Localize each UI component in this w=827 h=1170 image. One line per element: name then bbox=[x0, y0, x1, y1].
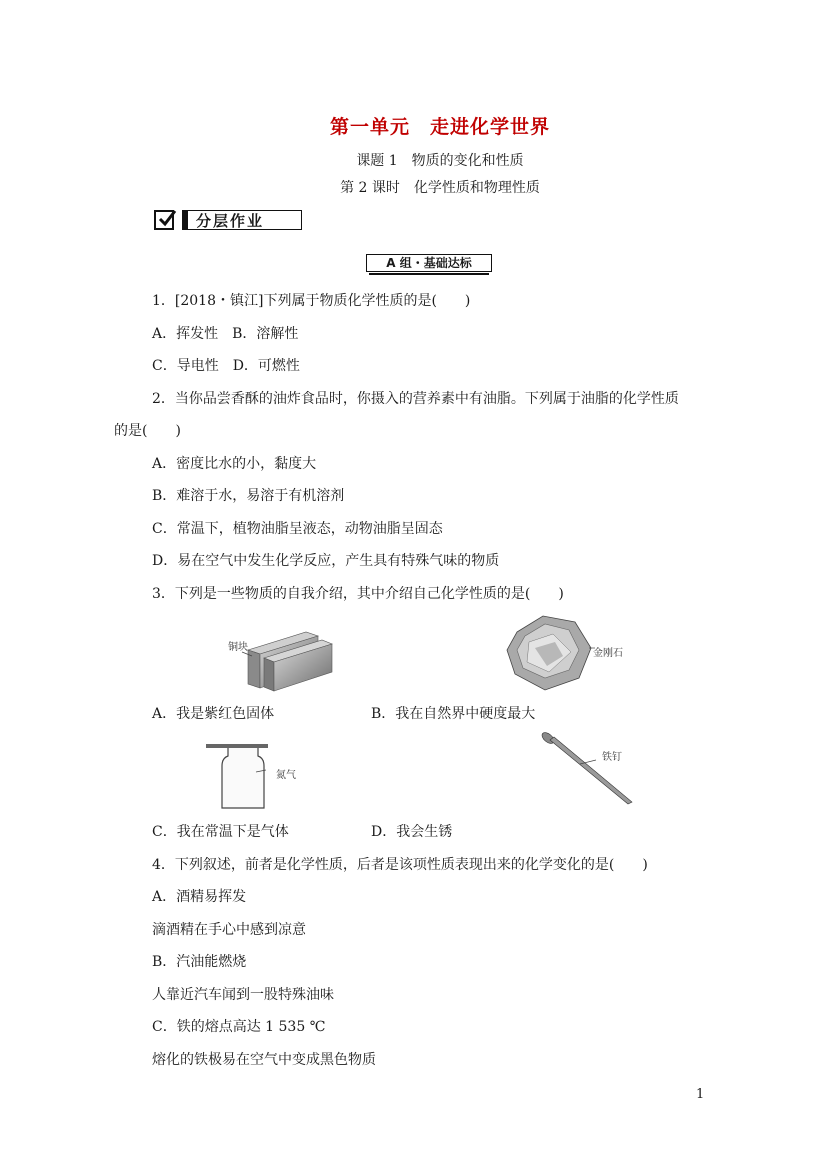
diamond-figure bbox=[505, 612, 635, 692]
q1-stem: 1．[2018・镇江]下列属于物质化学性质的是( ) bbox=[152, 293, 471, 309]
gas-jar-figure bbox=[206, 742, 306, 812]
q3-option-b: B．我在自然界中硬度最大 bbox=[371, 706, 536, 722]
banner-text: 分层作业 bbox=[196, 211, 265, 230]
q4-option-b: B．汽油能燃烧 bbox=[152, 954, 247, 970]
group-label: A 组・基础达标 bbox=[366, 254, 492, 272]
fig-c-caption: 氮气 bbox=[276, 770, 296, 781]
fig-d-caption: 铁钉 bbox=[602, 752, 622, 763]
period-title: 第 2 课时 化学性质和物理性质 bbox=[340, 180, 540, 196]
q3-option-d: D．我会生锈 bbox=[371, 824, 453, 840]
fig-b-caption: 金刚石 bbox=[593, 648, 623, 659]
q1-options-cd: C．导电性 D．可燃性 bbox=[152, 358, 300, 374]
q2-stem-line1: 2．当你品尝香酥的油炸食品时，你摄入的营养素中有油脂。下列属于油脂的化学性质 bbox=[152, 391, 679, 407]
fig-a-caption: 铜块 bbox=[228, 642, 248, 653]
q4-stem: 4．下列叙述，前者是化学性质，后者是该项性质表现出来的化学变化的是( ) bbox=[152, 857, 648, 873]
q4-option-c: C．铁的熔点高达 1 535 ℃ bbox=[152, 1019, 326, 1035]
q3-option-a: A．我是紫红色固体 bbox=[152, 706, 275, 722]
q3-stem: 3．下列是一些物质的自我介绍，其中介绍自己化学性质的是( ) bbox=[152, 586, 564, 602]
banner-label-box bbox=[182, 210, 302, 230]
q3-option-c: C．我在常温下是气体 bbox=[152, 824, 289, 840]
q2-option-c: C．常温下，植物油脂呈液态，动物油脂呈固态 bbox=[152, 521, 443, 537]
page-number: 1 bbox=[696, 1087, 705, 1102]
q2-option-b: B．难溶于水，易溶于有机溶剂 bbox=[152, 488, 345, 504]
q4-option-a-detail: 滴酒精在手心中感到凉意 bbox=[152, 922, 306, 938]
unit-title: 第一单元 走进化学世界 bbox=[329, 116, 550, 138]
q2-option-d: D．易在空气中发生化学反应，产生具有特殊气味的物质 bbox=[152, 553, 500, 569]
q4-option-b-detail: 人靠近汽车闻到一股特殊油味 bbox=[152, 987, 334, 1003]
lesson-title: 课题 1 物质的变化和性质 bbox=[356, 153, 524, 169]
q2-stem-line2: 的是( ) bbox=[114, 423, 181, 439]
copper-block-figure bbox=[218, 628, 338, 692]
q1-options-ab: A．挥发性 B．溶解性 bbox=[152, 326, 299, 342]
iron-nail-figure bbox=[540, 730, 670, 810]
q4-option-c-detail: 熔化的铁极易在空气中变成黑色物质 bbox=[152, 1052, 376, 1068]
checkmark-icon bbox=[154, 210, 174, 230]
q2-option-a: A．密度比水的小，黏度大 bbox=[152, 456, 317, 472]
homework-banner bbox=[154, 207, 302, 233]
q4-option-a: A．酒精易挥发 bbox=[152, 889, 247, 905]
